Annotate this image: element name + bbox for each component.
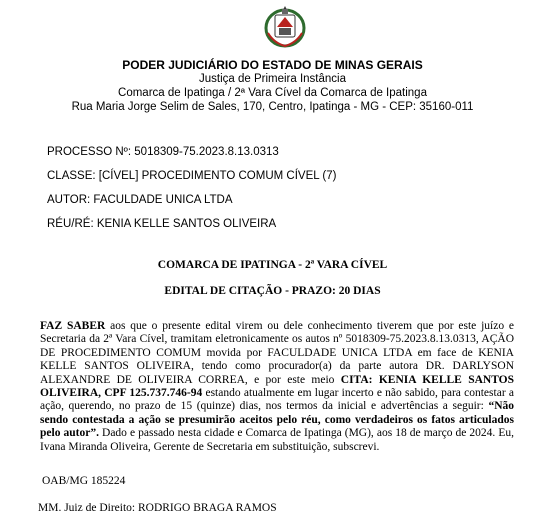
body-paragraph-1: aos que o presente edital virem ou dele conhecimento tiverem que por este juízo e Secretaria da 2ª Vara Cível, tramitam eletronicamente os autos nº 5018309-75.2023.8.13.0313, AÇÃO DE PROCEDIMENTO COMUM movida por FACULDADE UNICA LTDA em face de KENIA KELLE SANTOS OLIVEIRA, tendo como procurador(a) da parte autora DR. DARLYSON ALEXANDRE DE OLIVEIRA CORREA, e por este meio <box>40 320 514 386</box>
comarca-title: COMARCA DE IPATINGA - 2ª VARA CÍVEL <box>157 259 388 271</box>
edital-title: EDITAL DE CITAÇÃO - PRAZO: 20 DIAS <box>164 285 381 297</box>
court-instance: Justiça de Primeira Instância <box>198 73 346 85</box>
court-name: PODER JUDICIÁRIO DO ESTADO DE MINAS GERAIS <box>122 58 423 72</box>
defendant: RÉU/RÉ: KENIA KELLE SANTOS OLIVEIRA <box>47 218 277 230</box>
judge-name: MM. Juiz de Direito: RODRIGO BRAGA RAMOS <box>38 502 277 514</box>
court-district: Comarca de Ipatinga / 2ª Vara Cível da Comarca de Ipatinga <box>118 87 427 99</box>
case-class: CLASSE: [CÍVEL] PROCEDIMENTO COMUM CÍVEL (7) <box>47 170 337 182</box>
court-address: Rua Maria Jorge Selim de Sales, 170, Centro, Ipatinga - MG - CEP: 35160-011 <box>71 101 474 113</box>
citation-target: CITA: KENIA KELLE SANTOS OLIVEIRA, CPF 125.737.746-94 <box>40 373 515 400</box>
coat-of-arms-icon <box>262 3 308 49</box>
process-number: PROCESSO Nº: 5018309-75.2023.8.13.0313 <box>47 146 279 158</box>
faz-saber-lead: FAZ SABER <box>40 320 106 332</box>
body-paragraph-2: estando atualmente em lugar incerto e não sabido, para contestar a ação, querendo, no prazo de 15 (quinze) dias, nos termos da inicial e advertências a seguir: <box>40 387 514 413</box>
edital-body <box>40 320 514 454</box>
plaintiff: AUTOR: FACULDADE UNICA LTDA <box>47 194 233 206</box>
body-paragraph-3: Dado e passado nesta cidade e Comarca de Ipatinga (MG), aos 18 de março de 2024. Eu, Ivana Miranda Oliveira, Gerente de Secretaria em substituição, subscrevi. <box>40 427 514 453</box>
legal-warning: “Não sendo contestada a ação se presumirão aceitos pelo réu, como verdadeiros os fatos articulados pelo autor”. <box>40 400 514 440</box>
oab-number: OAB/MG 185224 <box>42 475 126 487</box>
